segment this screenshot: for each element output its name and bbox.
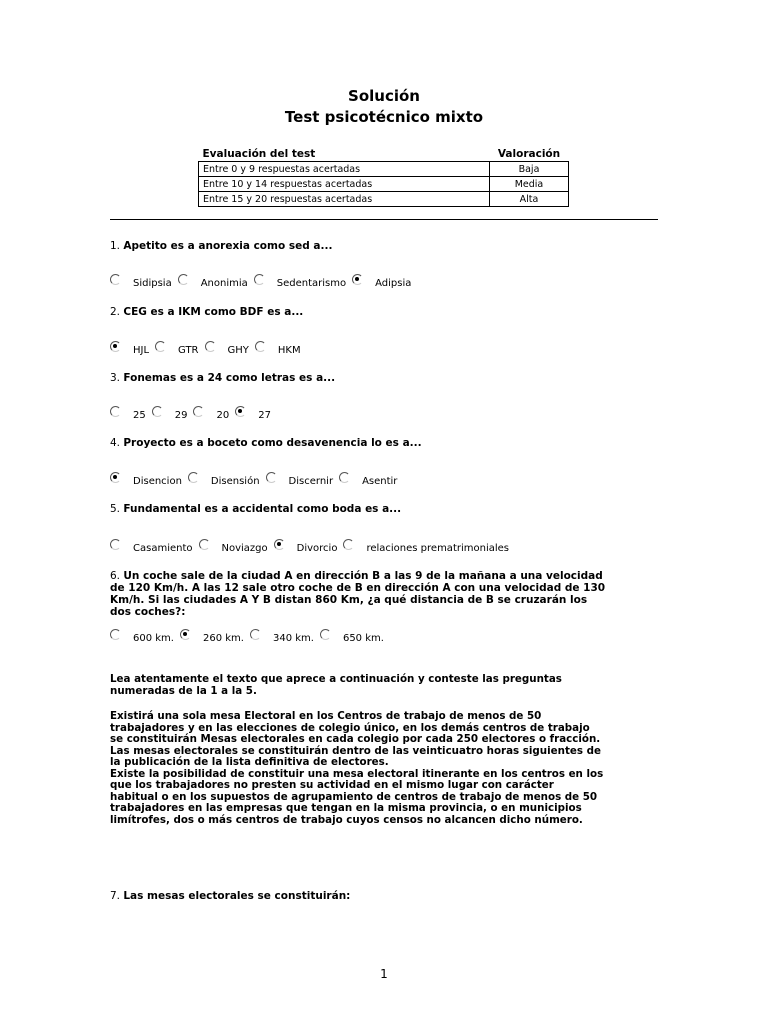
question-text: Fonemas es a 24 como letras es a...	[123, 372, 336, 384]
question-6	[110, 570, 610, 618]
radio-option[interactable]	[274, 543, 338, 554]
question-2	[110, 306, 610, 318]
radio-unselected-icon[interactable]	[343, 539, 354, 550]
eval-range-cell: Entre 10 y 14 respuestas acertadas	[199, 177, 490, 192]
radio-unselected-icon[interactable]	[110, 629, 121, 640]
radio-unselected-icon[interactable]	[110, 406, 121, 417]
passage-paragraph: Las mesas electorales se constituirán dentro de las veinticuatro horas siguientes de la publicación de la lista definitiva de electores.	[110, 744, 601, 768]
radio-option[interactable]	[250, 633, 314, 644]
eval-header-rating: Valoración	[497, 148, 561, 160]
table-row	[199, 162, 569, 177]
page-title: Solución	[348, 87, 420, 105]
question-text: Proyecto es a boceto como desavenencia lo es a...	[123, 437, 422, 449]
passage-paragraph: Existe la posibilidad de constituir una mesa electoral itinerante en los centros en los que los trabajadores no presten su actividad en el mismo lugar con carácter habitual o en los supuestos de agrupamiento de centros de trabajo de menos de 50 trabajadores en las empresas que tengan en la misma provincia, o en municipios limítrofes, dos o más centros de trabajo cuyos censos no alcancen dicho número.	[110, 767, 604, 826]
radio-option-label: Disencion	[133, 476, 182, 487]
options-q6	[110, 633, 390, 644]
radio-unselected-icon[interactable]	[255, 341, 266, 352]
radio-unselected-icon[interactable]	[155, 341, 166, 352]
eval-rating-cell: Alta	[490, 192, 569, 207]
radio-option-label: 25	[133, 410, 146, 421]
radio-option[interactable]	[110, 543, 193, 554]
reading-intro: Lea atentamente el texto que aprece a continuación y conteste las preguntas numeradas de la 1 a la 5.	[110, 673, 562, 697]
radio-unselected-icon[interactable]	[199, 539, 210, 550]
radio-option-label: Divorcio	[296, 543, 338, 554]
question-number: 6.	[110, 570, 124, 582]
options-q2	[110, 345, 307, 356]
radio-option-label: Casamiento	[133, 543, 193, 554]
question-number: 7.	[110, 890, 124, 902]
radio-option-label: Anonimia	[200, 278, 248, 289]
radio-option[interactable]	[110, 345, 149, 356]
radio-option-label: 600 km.	[133, 633, 174, 644]
question-number: 2.	[110, 306, 124, 318]
radio-option-label: relaciones prematrimoniales	[366, 543, 509, 554]
radio-option[interactable]	[180, 633, 244, 644]
radio-unselected-icon[interactable]	[193, 406, 204, 417]
question-1	[110, 240, 610, 252]
radio-option[interactable]	[339, 476, 397, 487]
radio-option[interactable]	[188, 476, 260, 487]
passage-paragraph: Existirá una sola mesa Electoral en los Centros de trabajo de menos de 50 trabajadores y en las elecciones de colegio único, en los demás centros de trabajo se constituirán Mesas electorales en cada colegio por cada 250 electores o fracción.	[110, 710, 601, 745]
question-7	[110, 890, 610, 902]
divider	[110, 219, 658, 220]
eval-range-cell: Entre 0 y 9 respuestas acertadas	[199, 162, 490, 177]
question-number: 4.	[110, 437, 124, 449]
radio-option[interactable]	[110, 476, 182, 487]
radio-option[interactable]	[266, 476, 334, 487]
radio-unselected-icon[interactable]	[178, 274, 189, 285]
radio-selected-icon[interactable]	[352, 274, 363, 285]
question-3	[110, 372, 610, 384]
options-q4	[110, 476, 403, 487]
radio-option-label: Discernir	[288, 476, 334, 487]
radio-option[interactable]	[110, 633, 174, 644]
radio-option[interactable]	[110, 410, 146, 421]
radio-option-label: Asentir	[362, 476, 398, 487]
table-row	[199, 177, 569, 192]
radio-option-label: 27	[258, 410, 271, 421]
radio-option-label: Sedentarismo	[276, 278, 347, 289]
radio-unselected-icon[interactable]	[205, 341, 216, 352]
radio-option-label: 260 km.	[202, 633, 244, 644]
radio-unselected-icon[interactable]	[339, 472, 350, 483]
radio-selected-icon[interactable]	[274, 539, 285, 550]
eval-rating-cell: Baja	[490, 162, 569, 177]
radio-unselected-icon[interactable]	[110, 539, 121, 550]
radio-option[interactable]	[193, 410, 229, 421]
radio-option[interactable]	[352, 278, 411, 289]
radio-selected-icon[interactable]	[180, 629, 191, 640]
radio-option[interactable]	[155, 345, 198, 356]
question-text: CEG es a IKM como BDF es a...	[123, 306, 304, 318]
radio-option-label: Sidipsia	[133, 278, 172, 289]
radio-option[interactable]	[205, 345, 249, 356]
radio-unselected-icon[interactable]	[188, 472, 199, 483]
radio-unselected-icon[interactable]	[266, 472, 277, 483]
radio-option-label: GTR	[178, 345, 199, 356]
radio-selected-icon[interactable]	[110, 472, 121, 483]
question-4	[110, 437, 610, 449]
radio-option[interactable]	[320, 633, 384, 644]
options-q3	[110, 410, 277, 421]
radio-unselected-icon[interactable]	[254, 274, 265, 285]
options-q5	[110, 543, 515, 554]
radio-option-label: 340 km.	[272, 633, 314, 644]
radio-unselected-icon[interactable]	[152, 406, 163, 417]
radio-option-label: 650 km.	[342, 633, 384, 644]
eval-rating-cell: Media	[490, 177, 569, 192]
radio-option-label: HKM	[277, 345, 301, 356]
radio-option[interactable]	[255, 345, 301, 356]
radio-selected-icon[interactable]	[235, 406, 246, 417]
reading-passage	[110, 711, 605, 826]
radio-option-label: 29	[174, 410, 188, 421]
radio-option[interactable]	[235, 410, 271, 421]
eval-range-cell: Entre 15 y 20 respuestas acertadas	[199, 192, 490, 207]
question-text: Las mesas electorales se constituirán:	[123, 890, 351, 902]
radio-option-label: Noviazgo	[221, 543, 268, 554]
radio-option-label: GHY	[227, 345, 249, 356]
question-number: 5.	[110, 503, 124, 515]
radio-unselected-icon[interactable]	[320, 629, 331, 640]
radio-selected-icon[interactable]	[110, 341, 121, 352]
radio-option-label: 20	[216, 410, 230, 421]
question-text: Un coche sale de la ciudad A en dirección B a las 9 de la mañana a una velocidad de 120 Km/h. A las 12 sale otro coche de B en dirección A con una velocidad de 130 Km/h. Si las ciudades A Y B distan 860 Km, ¿a qué distancia de B se cruzarán los dos coches?:	[110, 570, 606, 618]
radio-option[interactable]	[110, 278, 172, 289]
page-subtitle: Test psicotécnico mixto	[284, 108, 484, 126]
table-row	[199, 192, 569, 207]
radio-option[interactable]	[254, 278, 346, 289]
radio-option-label: HJL	[133, 345, 150, 356]
radio-option[interactable]	[152, 410, 188, 421]
eval-header-range: Evaluación del test	[202, 148, 316, 160]
question-5	[110, 503, 610, 515]
radio-unselected-icon[interactable]	[110, 274, 121, 285]
radio-option-label: Adipsia	[375, 278, 412, 289]
question-text: Apetito es a anorexia como sed a...	[123, 240, 333, 252]
evaluation-table	[198, 148, 569, 207]
page-number: 1	[380, 967, 388, 981]
question-text: Fundamental es a accidental como boda es a...	[123, 503, 402, 515]
radio-option-label: Disensión	[210, 476, 260, 487]
radio-option[interactable]	[178, 278, 248, 289]
question-number: 3.	[110, 372, 124, 384]
radio-option[interactable]	[343, 543, 509, 554]
radio-option[interactable]	[199, 543, 268, 554]
question-number: 1.	[110, 240, 124, 252]
radio-unselected-icon[interactable]	[250, 629, 261, 640]
options-q1	[110, 278, 417, 289]
